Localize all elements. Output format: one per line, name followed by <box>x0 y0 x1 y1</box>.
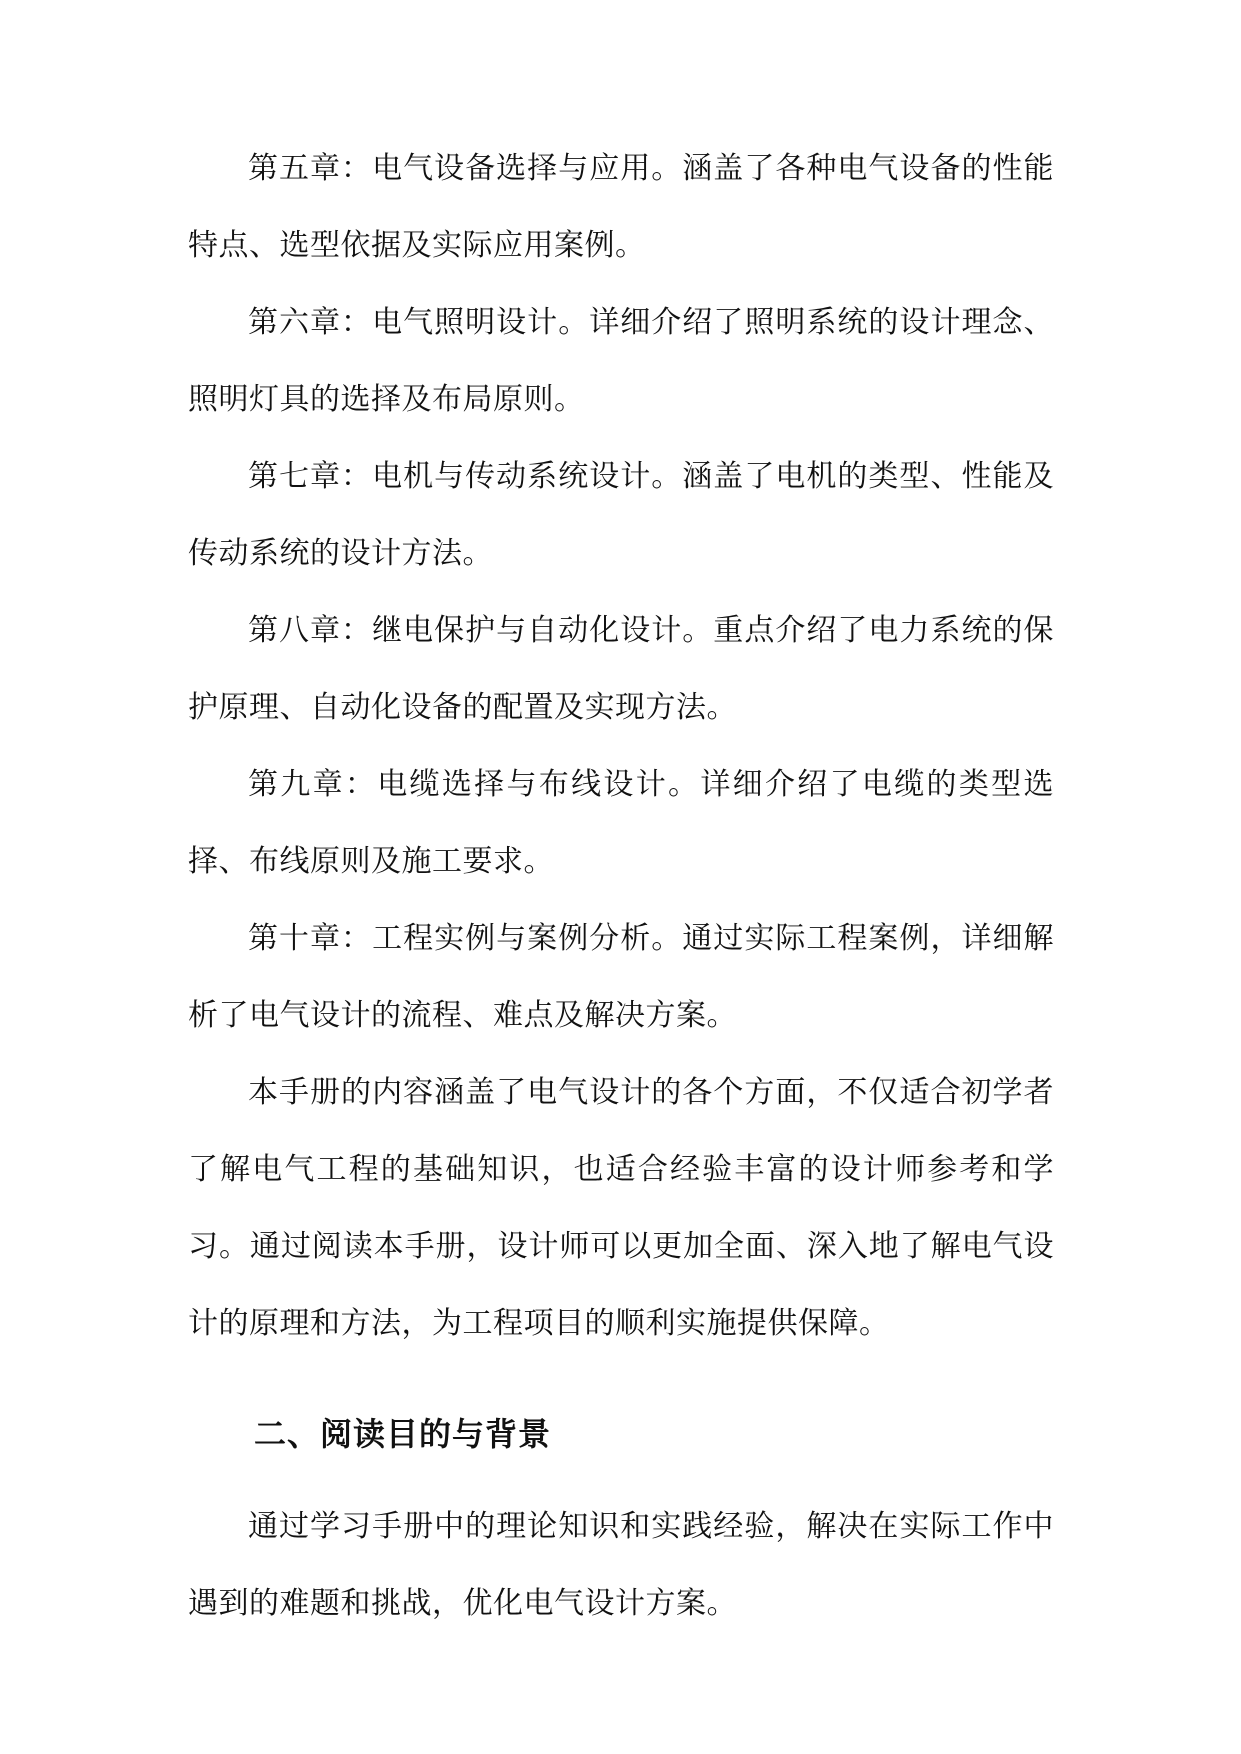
paragraph-chapter-7: 第七章：电机与传动系统设计。涵盖了电机的类型、性能及传动系统的设计方法。 <box>188 459 1054 571</box>
paragraph-chapter-6: 第六章：电气照明设计。详细介绍了照明系统的设计理念、照明灯具的选择及布局原则。 <box>188 305 1054 417</box>
page-content <box>188 130 1054 1642</box>
section-heading: 二、阅读目的与背景 <box>254 1415 552 1453</box>
paragraph-chapter-10: 第十章：工程实例与案例分析。通过实际工程案例，详细解析了电气设计的流程、难点及解决方案。 <box>188 921 1054 1033</box>
paragraph-reading-purpose: 通过学习手册中的理论知识和实践经验，解决在实际工作中遇到的难题和挑战，优化电气设计方案。 <box>188 1509 1054 1621</box>
paragraph-chapter-5: 第五章：电气设备选择与应用。涵盖了各种电气设备的性能特点、选型依据及实际应用案例。 <box>188 151 1054 263</box>
paragraph-chapter-9: 第九章：电缆选择与布线设计。详细介绍了电缆的类型选择、布线原则及施工要求。 <box>188 767 1054 879</box>
paragraph-summary: 本手册的内容涵盖了电气设计的各个方面，不仅适合初学者了解电气工程的基础知识，也适合经验丰富的设计师参考和学习。通过阅读本手册，设计师可以更加全面、深入地了解电气设计的原理和方法，为工程项目的顺利实施提供保障。 <box>188 1075 1054 1341</box>
paragraph-chapter-8: 第八章：继电保护与自动化设计。重点介绍了电力系统的保护原理、自动化设备的配置及实现方法。 <box>188 613 1054 725</box>
